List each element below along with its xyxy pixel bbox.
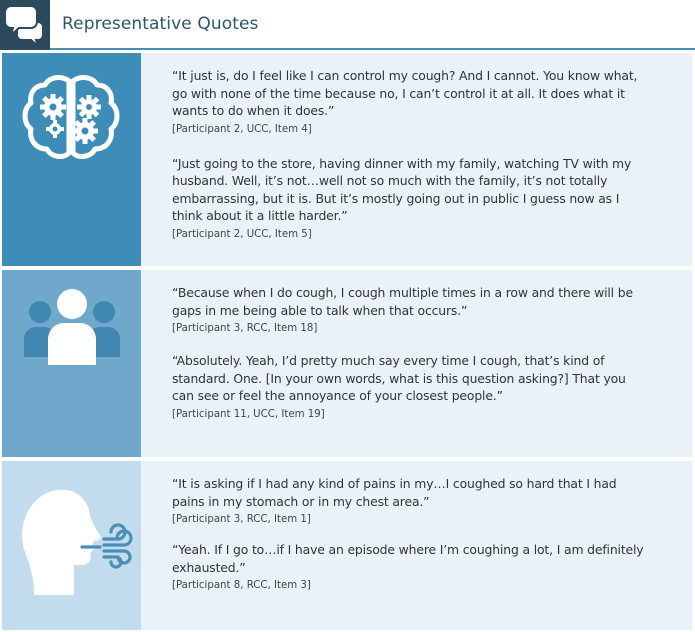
header-divider [50,48,695,50]
quote-citation: [Participant 2, UCC, Item 4] [172,123,312,135]
quote-text: “It just is, do I feel like I can control my cough? And I cannot. You know what, go with none of the time because no, I can’t control it at all. It does what it wants to do when it does.” [172,68,638,118]
quote-citation: [Participant 8, RCC, Item 3] [172,580,311,591]
header [0,0,695,50]
quotes-list [172,284,687,422]
quotes-list [172,475,687,593]
quote-section-physical [2,461,692,630]
icon-panel [2,53,141,266]
quote-text: “Just going to the store, having dinner with my family, watching TV with my husband. Well, it’s not…well not so much with the family, it’s not totally embarrassing, but it is. But it’s mostly going out in public I guess now as I think about it a little harder.” [172,155,632,223]
brain-gears-icon [21,73,121,161]
quote-section-social [2,270,692,457]
quote-citation: [Participant 2, UCC, Item 5] [172,228,312,240]
quote-text: “Because when I do cough, I cough multiple times in a row and there will be gaps in me being able to talk when that occurs.” [172,285,633,318]
quote-text: “Absolutely. Yeah, I’d pretty much say every time I cough, that’s kind of standard. One. [In your own words, what is this question asking?] That you can see or feel the annoyance of your closest people.” [172,353,626,403]
head-cough-icon [20,483,135,595]
page-title: Representative Quotes [62,14,259,34]
quote-section-control [2,53,692,266]
people-group-icon [22,287,122,367]
quote-citation: [Participant 3, RCC, Item 1] [172,514,311,525]
quotes-list [172,67,687,242]
icon-panel [2,270,141,457]
speech-bubbles-icon [0,0,50,50]
icon-panel [2,461,141,630]
quote-text: “Yeah. If I go to…if I have an episode where I’m coughing a lot, I am definitely exhausted.” [172,542,644,575]
quote-citation: [Participant 11, UCC, Item 19] [172,408,325,420]
quote-citation: [Participant 3, RCC, Item 18] [172,323,318,334]
quote-text: “It is asking if I had any kind of pains in my…I coughed so hard that I had pains in my stomach or in my chest area.” [172,476,617,509]
